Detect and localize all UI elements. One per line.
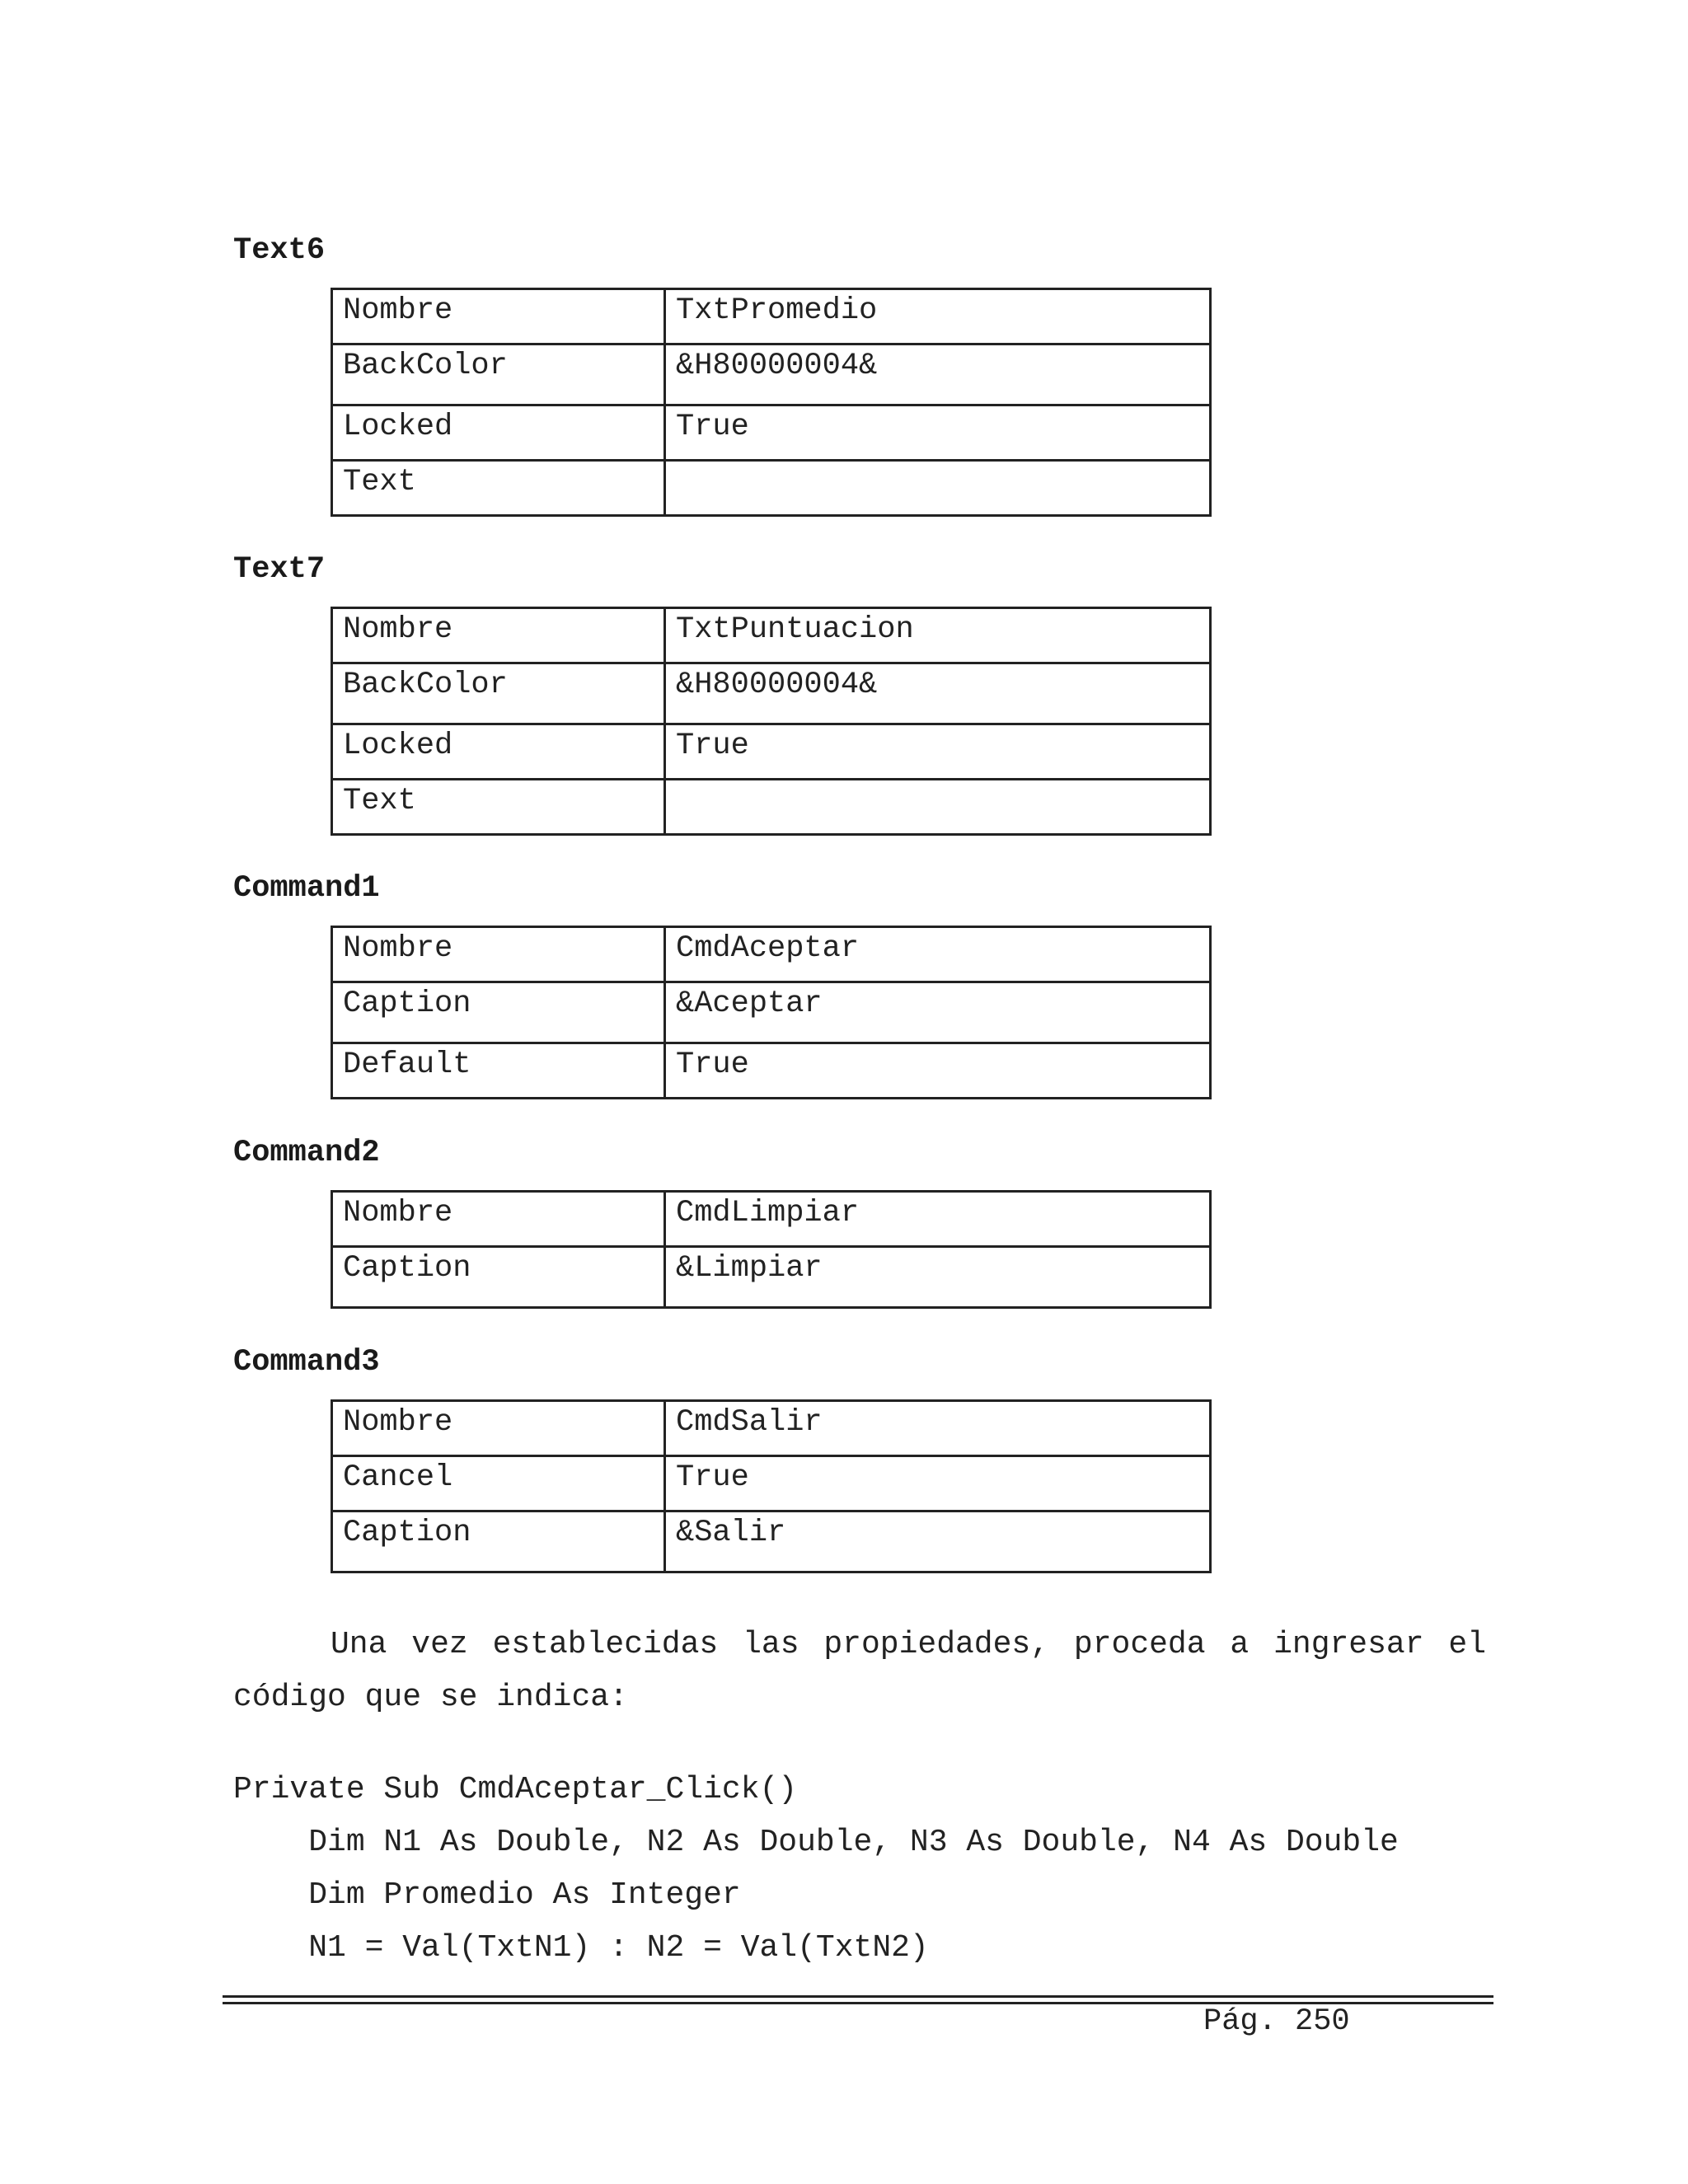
property-name: Nombre [332,608,665,663]
property-name: Caption [332,1511,665,1572]
code-line: Dim N1 As Double, N2 As Double, N3 As Double, N4 As Double [233,1825,1399,1860]
properties-table-text7 [331,607,1212,836]
section-heading-command1: Command1 [233,871,380,906]
property-value: &Limpiar [665,1247,1211,1308]
section-heading-command3: Command3 [233,1345,380,1380]
property-name: Default [332,1043,665,1099]
property-value: TxtPromedio [665,289,1211,344]
property-name: Caption [332,982,665,1043]
footer-rule [223,1995,1493,1998]
property-name: Nombre [332,289,665,344]
property-name: Cancel [332,1456,665,1511]
property-name: BackColor [332,344,665,405]
property-value: CmdSalir [665,1401,1211,1456]
property-value: True [665,724,1211,780]
code-line: Dim Promedio As Integer [233,1877,741,1913]
property-value: True [665,405,1211,461]
property-name: Text [332,780,665,835]
property-name: BackColor [332,663,665,724]
body-paragraph: Una vez establecidas las propiedades, proceda a ingresar el código que se indica: [233,1627,1486,1715]
property-value [665,780,1211,835]
property-name: Text [332,461,665,516]
code-line: N1 = Val(TxtN1) : N2 = Val(TxtN2) [233,1930,929,1966]
property-value: &H80000004& [665,663,1211,724]
property-value: TxtPuntuacion [665,608,1211,663]
property-value: True [665,1043,1211,1099]
properties-table-command1 [331,926,1212,1099]
property-name: Locked [332,724,665,780]
property-name: Nombre [332,1192,665,1247]
property-value: CmdAceptar [665,927,1211,982]
section-heading-command2: Command2 [233,1136,380,1170]
code-line: Private Sub CmdAceptar_Click() [233,1772,798,1807]
property-name: Nombre [332,1401,665,1456]
property-value [665,461,1211,516]
properties-table-command3 [331,1399,1212,1573]
property-value: CmdLimpiar [665,1192,1211,1247]
property-name: Locked [332,405,665,461]
property-value: &Aceptar [665,982,1211,1043]
section-heading-text6: Text6 [233,233,326,268]
properties-table-command2 [331,1190,1212,1309]
property-value: &H80000004& [665,344,1211,405]
property-value: &Salir [665,1511,1211,1572]
section-heading-text7: Text7 [233,552,326,587]
page-number: Pág. 250 [1203,2004,1350,2039]
property-name: Caption [332,1247,665,1308]
property-value: True [665,1456,1211,1511]
property-name: Nombre [332,927,665,982]
properties-table-text6 [331,288,1212,517]
